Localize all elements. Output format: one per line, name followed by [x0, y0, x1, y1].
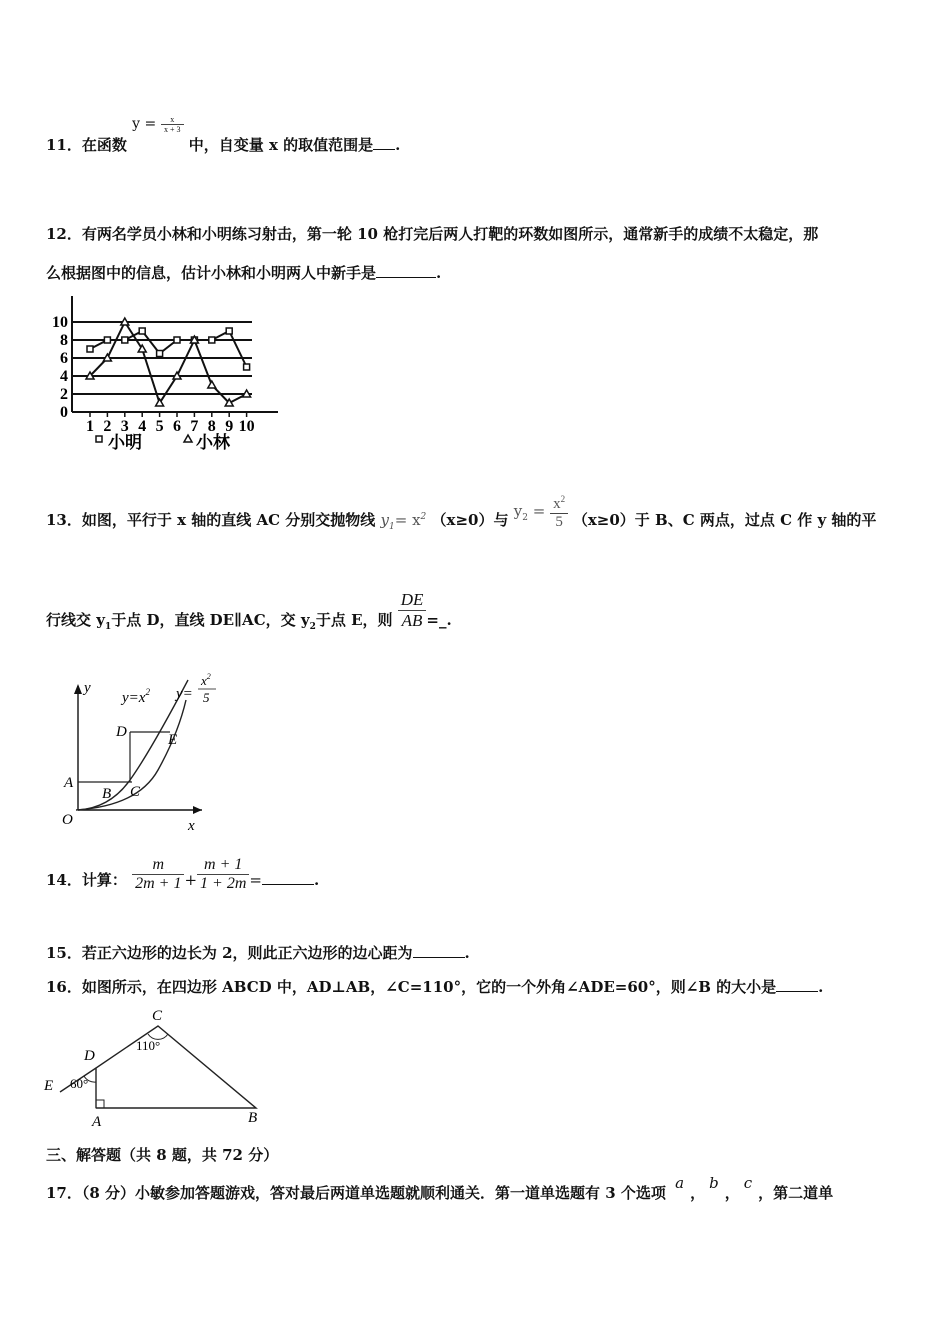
- chart-x-tick-label: 10: [238, 418, 255, 435]
- chart-y-tick-label: 0: [60, 404, 68, 421]
- chart-point-xiaoming: [209, 337, 215, 343]
- q13-parabola-y1: $y_1= x^2$: [380, 510, 427, 532]
- q17-option-b: b: [709, 1174, 719, 1192]
- chart-point-xiaoming: [244, 364, 250, 370]
- fig13-x-axis-label: x: [188, 818, 195, 834]
- parabola-figure: [40, 670, 230, 840]
- question-14: 14．计算： $\frac{m}{2m + 1}$ + $\frac{m + 1}{1 + 2m}$ = .: [46, 856, 320, 892]
- chart-x-tick-label: 3: [120, 418, 129, 435]
- fig13-point-d: D: [116, 724, 127, 740]
- chart-x-tick-label: 9: [225, 418, 234, 435]
- fig13-point-a: A: [64, 775, 74, 791]
- chart-point-xiaoming: [226, 328, 232, 334]
- chart-point-xiaoming: [104, 337, 110, 343]
- question-12-line-1: 12．有两名学员小林和小明练习射击，第一轮 10 枪打完后两人打靶的环数如图所示，通常新手的成绩不太稳定，那: [46, 225, 819, 243]
- chart-series-line-xiaoming: [90, 331, 247, 367]
- legend-label-xiaolin: 小林: [196, 433, 230, 452]
- fig16-label-a: A: [92, 1114, 102, 1130]
- fig13-curve1-label: $y=x^2$: [122, 687, 150, 706]
- chart-x-tick-label: 5: [155, 418, 164, 435]
- section-3-heading: 三、解答题（共 8 题，共 72 分）: [46, 1146, 279, 1164]
- chart-x-tick-label: 7: [190, 418, 199, 435]
- question-16: 16．如图所示，在四边形 ABCD 中，AD⊥AB，∠C=110°，它的一个外角∠ADE=60°，则∠B 的大小是 .: [46, 978, 824, 996]
- legend-symbol-xiaoming: [96, 436, 102, 442]
- q14-answer-blank: [262, 884, 314, 885]
- q14-fraction-1: $\frac{m}{2m + 1}$: [132, 856, 184, 893]
- chart-x-tick-label: 2: [103, 418, 112, 435]
- chart-y-tick-label: 8: [60, 332, 68, 349]
- fig16-label-e: E: [44, 1078, 54, 1094]
- chart-y-tick-label: 6: [60, 350, 68, 367]
- q14-fraction-2: $\frac{m + 1}{1 + 2m}$: [197, 856, 249, 893]
- q11-formula: y = $\frac{x}{x + 3}$: [132, 114, 183, 134]
- fig13-curve2-label: y=: [176, 686, 193, 702]
- q12-answer-blank: [376, 277, 436, 278]
- chart-x-tick-label: 6: [173, 418, 181, 435]
- chart-y-tick-label: 4: [60, 368, 68, 385]
- chart-x-tick-label: 4: [138, 418, 147, 435]
- shooting-score-chart: [44, 296, 284, 460]
- question-12-line-2: 么根据图中的信息，估计小林和小明两人中新手是 .: [46, 264, 442, 282]
- chart-point-xiaolin: [173, 372, 181, 379]
- fig13-curve2-den: 5: [203, 690, 210, 705]
- legend-label-xiaoming: 小明: [108, 433, 142, 452]
- chart-point-xiaoming: [174, 337, 180, 343]
- chart-point-xiaolin: [243, 390, 251, 397]
- q17-option-a: a: [675, 1174, 685, 1192]
- q15-answer-blank: [413, 957, 465, 958]
- q11-suffix: 中，自变量 x 的取值范围是: [188, 136, 374, 154]
- chart-point-xiaoming: [87, 346, 93, 352]
- question-13-line-2: 行线交 $y_1$于点 D，直线 DE∥AC，交 $y_2$于点 E，则 $\frac{DE}{AB}$ =_.: [46, 590, 452, 632]
- quadrilateral-figure: [40, 1004, 270, 1130]
- fig16-label-d: D: [84, 1048, 95, 1064]
- q11-answer-blank: [373, 149, 395, 150]
- fig13-point-e: E: [168, 732, 178, 748]
- fig16-angle-d: 60°: [70, 1076, 89, 1091]
- chart-point-xiaolin: [208, 381, 216, 388]
- chart-y-tick-label: 10: [52, 314, 68, 331]
- chart-point-xiaolin: [121, 318, 129, 325]
- fig16-label-c: C: [152, 1008, 163, 1024]
- question-17: 17．（8 分）小敏参加答题游戏，答对最后两道单选题就顺利通关．第一道单选题有 3 个选项 a，b，c，第二道单: [46, 1174, 834, 1202]
- chart-x-tick-label: 1: [86, 418, 94, 435]
- chart-point-xiaolin: [103, 354, 111, 361]
- question-13-line-1: 13．如图，平行于 x 轴的直线 AC 分别交抛物线 $y_1= x^2$ （x≥0）与 $y_2$ = $\frac{x^2}{5}$ （x≥0）于 B、C 两点，过点 C 作 y 轴的平: [46, 494, 877, 532]
- fig13-curve2-num: $x^2$: [201, 672, 211, 688]
- chart-y-tick-label: 2: [60, 386, 68, 403]
- fig13-origin-label: O: [62, 812, 73, 828]
- fig16-label-b: B: [248, 1110, 258, 1126]
- q13-ratio: $\frac{DE}{AB}$: [398, 590, 427, 631]
- chart-point-xiaoming: [157, 351, 163, 357]
- q11-prefix: 11．在函数: [46, 136, 127, 154]
- question-11: 11．在函数 y = $\frac{x}{x + 3}$ 中，自变量 x 的取值范围是 .: [46, 114, 401, 154]
- chart-point-xiaoming: [139, 328, 145, 334]
- q16-answer-blank: [776, 991, 818, 992]
- fig16-angle-c: 110°: [136, 1038, 161, 1053]
- q13-parabola-y2: $y_2$ = $\frac{x^2}{5}$: [514, 503, 573, 521]
- fig13-point-c: C: [130, 784, 141, 800]
- fig13-point-b: B: [102, 786, 112, 802]
- chart-x-tick-label: 8: [207, 418, 216, 435]
- legend-symbol-xiaolin: [184, 435, 192, 442]
- fig13-y-axis-label: y: [84, 680, 91, 696]
- chart-point-xiaoming: [122, 337, 128, 343]
- question-15: 15．若正六边形的边长为 2，则此正六边形的边心距为 .: [46, 944, 470, 962]
- q17-option-c: c: [743, 1174, 753, 1192]
